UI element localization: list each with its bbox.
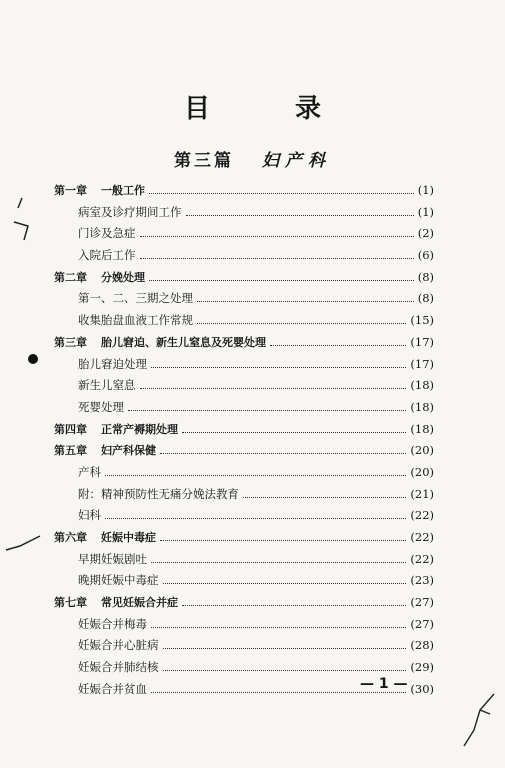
toc-page-number: (23) [410,573,434,588]
toc-entry-label: 正常产褥期处理 [101,422,178,436]
toc-entry-label: 妊娠合并梅毒 [78,616,147,631]
toc-entry-label: 收集胎盘血液工作常规 [78,313,193,328]
toc-page-number: (17) [410,334,434,349]
toc-entry-label: 分娩处理 [101,270,145,284]
dot-leader [140,236,414,237]
toc-page-number: (18) [410,399,434,414]
toc-page-number: (18) [410,421,434,436]
chapter-number: 第一章 [54,184,87,197]
toc-page-number: (18) [410,378,434,393]
toc-entry-label: 入院后工作 [78,248,136,263]
toc-chapter-row [54,529,434,551]
toc-entry-label: 死婴处理 [78,399,124,414]
toc-page-number: (15) [410,313,434,328]
toc-chapter-row [54,594,434,616]
part-heading [0,146,505,171]
toc-entry-label: 妊娠合并贫血 [78,681,147,696]
dot-leader [197,323,406,324]
toc-page-number: (20) [410,443,434,458]
toc-page-number: (22) [410,551,434,566]
dot-leader [197,301,414,302]
dot-leader [151,562,406,563]
dot-leader [243,497,406,498]
dot-leader [163,648,407,649]
toc-entry-label: 妊娠中毒症 [101,531,156,544]
dot-leader [163,670,407,671]
toc-page-number: (27) [410,616,434,631]
toc-entry-label: 产科 [78,464,101,479]
toc-page-number: (20) [410,464,434,479]
toc-page-number: (6) [417,248,434,263]
toc-entry-label: 妊娠合并心脏病 [78,638,159,653]
dot-leader [149,280,414,281]
scan-mark [4,530,44,554]
dot-leader [182,432,406,433]
chapter-number: 第三章 [54,335,87,349]
dot-leader [105,475,406,476]
part-name: 妇产科 [261,151,331,171]
toc-entry-label: 晚期妊娠中毒症 [78,573,159,588]
toc-chapter-row [54,334,434,356]
dot-leader [270,345,406,346]
chapter-number: 第二章 [54,270,87,284]
chapter-number: 第六章 [54,531,87,544]
toc-section-row [54,399,434,421]
dot-leader [140,388,407,389]
toc-entry-label: 附：精神预防性无痛分娩法教育 [78,486,239,501]
page-title: 目 录 [183,94,360,124]
toc-page-number: (22) [410,508,434,523]
toc-section-row [54,290,434,312]
scan-mark [8,196,34,246]
toc-entry-label: 早期妊娠剧吐 [78,551,147,566]
toc-entry-label: 门诊及急症 [78,226,136,241]
toc-page-number: (8) [417,291,434,306]
toc-page-number: (30) [410,681,434,696]
toc-entry-label: 第一、二、三期之处理 [78,291,193,306]
toc-entry-label: 妊娠合并肺结核 [78,660,159,675]
chapter-number: 第七章 [54,596,87,610]
toc-page-number: (1) [417,204,434,219]
toc-section-row [54,551,434,573]
toc-entry-label: 新生儿窒息 [78,378,136,393]
chapter-number: 第五章 [54,444,87,458]
toc-section-row [54,507,434,529]
dot-leader [128,410,406,411]
dot-leader [160,453,406,454]
toc-entry-label: 胎儿窘迫、新生儿窒息及死婴处理 [101,335,266,349]
toc-page-number: (29) [410,660,434,675]
dot-leader [182,605,406,606]
toc-entry-label: 病室及诊疗期间工作 [78,204,182,219]
toc-section-row [54,377,434,399]
dot-leader [105,518,406,519]
toc-entry-label: 常见妊娠合并症 [101,596,178,610]
toc-section-row [54,225,434,247]
toc-page-number: (27) [410,595,434,610]
chapter-number: 第四章 [54,422,87,436]
toc-section-row [54,637,434,659]
dot-leader [160,540,406,541]
toc-page-number: (28) [410,638,434,653]
toc-chapter-row [54,182,434,204]
toc-section-row [54,312,434,334]
dot-leader [163,583,407,584]
part-number: 第三篇 [174,151,235,171]
table-of-contents [54,182,434,703]
toc-section-row [54,616,434,638]
toc-chapter-row [54,442,434,464]
toc-page-number: (2) [417,226,434,241]
scan-dot [26,352,40,366]
dot-leader [151,367,406,368]
toc-section-row [54,572,434,594]
toc-page-number: (1) [417,183,434,197]
toc-chapter-row [54,421,434,443]
toc-section-row [54,204,434,226]
toc-page-number: (17) [410,356,434,371]
dot-leader [151,627,406,628]
toc-section-row [54,247,434,269]
toc-page-number: (8) [417,269,434,284]
page-number: — 1 — [360,676,408,692]
dot-leader [186,215,414,216]
toc-page-number: (22) [410,530,434,544]
dot-leader [140,258,414,259]
toc-section-row [54,356,434,378]
toc-entry-label: 胎儿窘迫处理 [78,356,147,371]
toc-section-row [54,464,434,486]
toc-chapter-row [54,269,434,291]
dot-leader [149,193,414,194]
scan-mark [460,690,500,750]
toc-page-number: (21) [410,486,434,501]
toc-entry-label: 一般工作 [101,184,145,197]
toc-entry-label: 妇产科保健 [101,444,156,458]
toc-entry-label: 妇科 [78,508,101,523]
toc-section-row [54,486,434,508]
